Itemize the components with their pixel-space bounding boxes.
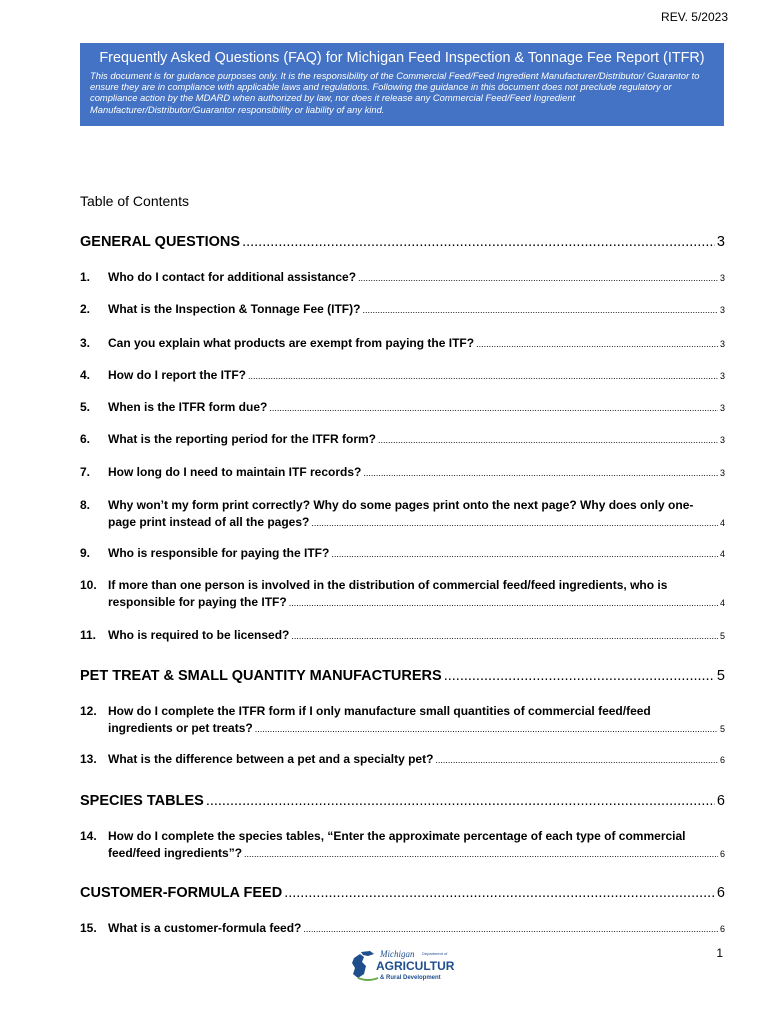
toc-entry-3[interactable] (80, 336, 725, 350)
toc-entry-number: 7. (80, 465, 91, 479)
logo-word-agriculture: AGRICULTURE (376, 959, 454, 973)
toc-entry-text-line1: Why won’t my form print correctly? Why do some pages print onto the next page? Why does only one- (108, 498, 694, 512)
toc-section-pet-treat[interactable] (80, 668, 725, 684)
toc-entry-text: Who is required to be licensed? (108, 628, 290, 642)
toc-entry-text: Who do I contact for additional assistance? (108, 270, 357, 284)
toc-entry-number: 2. (80, 302, 91, 316)
page-number: 1 (716, 946, 723, 960)
document-title: Frequently Asked Questions (FAQ) for Michigan Feed Inspection & Tonnage Fee Report (ITFR) (99, 50, 705, 66)
toc-entry-10[interactable] (80, 578, 725, 609)
logo-word-rural: & Rural Development (380, 975, 441, 981)
toc-section-species-tables[interactable] (80, 793, 725, 809)
toc-entry-text: responsible for paying the ITF? (108, 595, 287, 609)
revision-label: REV. 5/2023 (661, 10, 728, 24)
toc-entry-text: ingredients or pet treats? (108, 721, 253, 735)
toc-entry-12[interactable] (80, 704, 725, 735)
toc-entry-page: 5 (719, 724, 725, 734)
toc-entry-page: 3 (719, 371, 725, 381)
toc-entry-4[interactable] (80, 368, 725, 382)
toc-entry-number: 5. (80, 400, 91, 414)
toc-entry-number: 13. (80, 752, 97, 766)
toc-section-title: PET TREAT & SMALL QUANTITY MANUFACTURERS (80, 668, 442, 684)
toc-entry-1[interactable] (80, 270, 725, 284)
toc-entry-15[interactable] (80, 921, 725, 935)
toc-entry-text: Can you explain what products are exempt from paying the ITF? (108, 336, 475, 350)
toc-entry-number: 11. (80, 628, 97, 642)
toc-section-page: 3 (716, 234, 725, 250)
toc-entry-13[interactable] (80, 752, 725, 766)
toc-entry-text: What is the Inspection & Tonnage Fee (ITF)? (108, 302, 361, 316)
toc-entry-page: 5 (719, 631, 725, 641)
toc-entry-page: 4 (719, 598, 725, 608)
michigan-state-icon (350, 948, 454, 984)
toc-entry-text: When is the ITFR form due? (108, 400, 268, 414)
toc-entry-page: 3 (719, 339, 725, 349)
toc-section-page: 6 (716, 885, 725, 901)
toc-entry-7[interactable] (80, 465, 725, 479)
toc-entry-number: 4. (80, 368, 91, 382)
toc-entry-8[interactable] (80, 498, 725, 529)
toc-entry-text: How long do I need to maintain ITF records? (108, 465, 362, 479)
toc-entry-number: 8. (80, 498, 91, 512)
toc-entry-number: 15. (80, 921, 97, 935)
toc-section-customer-formula-feed[interactable] (80, 885, 725, 901)
toc-entry-page: 6 (719, 849, 725, 859)
toc-entry-number: 9. (80, 546, 91, 560)
toc-entry-text-line1: How do I complete the species tables, “Enter the approximate percentage of each type of commercial (108, 829, 686, 843)
toc-entry-6[interactable] (80, 432, 725, 446)
toc-entry-page: 3 (719, 273, 725, 283)
logo-word-michigan: Michigan (380, 949, 415, 959)
toc-entry-text: feed/feed ingredients”? (108, 846, 243, 860)
toc-entry-text: Who is responsible for paying the ITF? (108, 546, 330, 560)
toc-entry-page: 6 (719, 924, 725, 934)
toc-heading: Table of Contents (80, 193, 189, 209)
toc-entry-text-line1: How do I complete the ITFR form if I only manufacture small quantities of commercial feed/feed (108, 704, 651, 718)
toc-entry-text: How do I report the ITF? (108, 368, 246, 382)
toc-entry-5[interactable] (80, 400, 725, 414)
toc-entry-number: 1. (80, 270, 91, 284)
toc-entry-2[interactable] (80, 302, 725, 316)
toc-entry-number: 3. (80, 336, 91, 350)
toc-entry-number: 6. (80, 432, 91, 446)
toc-section-general-questions[interactable] (80, 234, 725, 250)
toc-section-title: CUSTOMER-FORMULA FEED (80, 885, 283, 901)
toc-entry-9[interactable] (80, 546, 725, 560)
toc-entry-page: 3 (719, 435, 725, 445)
logo-small-text: Department of (422, 951, 448, 956)
toc-entry-11[interactable] (80, 628, 725, 642)
toc-entry-text: What is a customer-formula feed? (108, 921, 302, 935)
toc-entry-page: 6 (719, 755, 725, 765)
toc-entry-text: What is the difference between a pet and a specialty pet? (108, 752, 434, 766)
toc-entry-number: 14. (80, 829, 97, 843)
toc-entry-page: 3 (719, 468, 725, 478)
toc-entry-page: 3 (719, 403, 725, 413)
toc-entry-page: 3 (719, 305, 725, 315)
toc-entry-number: 10. (80, 578, 97, 592)
title-banner (80, 43, 724, 126)
disclaimer-note: This document is for guidance purposes only. It is the responsibility of the Commercial Feed/Feed Ingredient Manufacturer/Distributor/ Guarantor to ensure they are in compliance with applicable laws and regulations. Following the guidance in this document does not preclude regulatory or compliance action by the MDARD when authorized by law, nor does it release any Commercial Feed/Feed Ingredient Manufacturer/Distributor/Guarantor responsibility or liability of any kind. (90, 70, 700, 115)
mdard-logo (350, 948, 454, 984)
toc-entry-text-line1: If more than one person is involved in the distribution of commercial feed/feed ingredients, who is (108, 578, 668, 592)
toc-entry-text: page print instead of all the pages? (108, 515, 310, 529)
toc-entry-text: What is the reporting period for the ITFR form? (108, 432, 376, 446)
toc-section-page: 6 (716, 793, 725, 809)
toc-entry-page: 4 (719, 518, 725, 528)
toc-section-title: GENERAL QUESTIONS (80, 234, 241, 250)
toc-entry-number: 12. (80, 704, 97, 718)
toc-entry-page: 4 (719, 549, 725, 559)
toc-section-page: 5 (716, 668, 725, 684)
toc-section-title: SPECIES TABLES (80, 793, 204, 809)
toc-entry-14[interactable] (80, 829, 725, 860)
